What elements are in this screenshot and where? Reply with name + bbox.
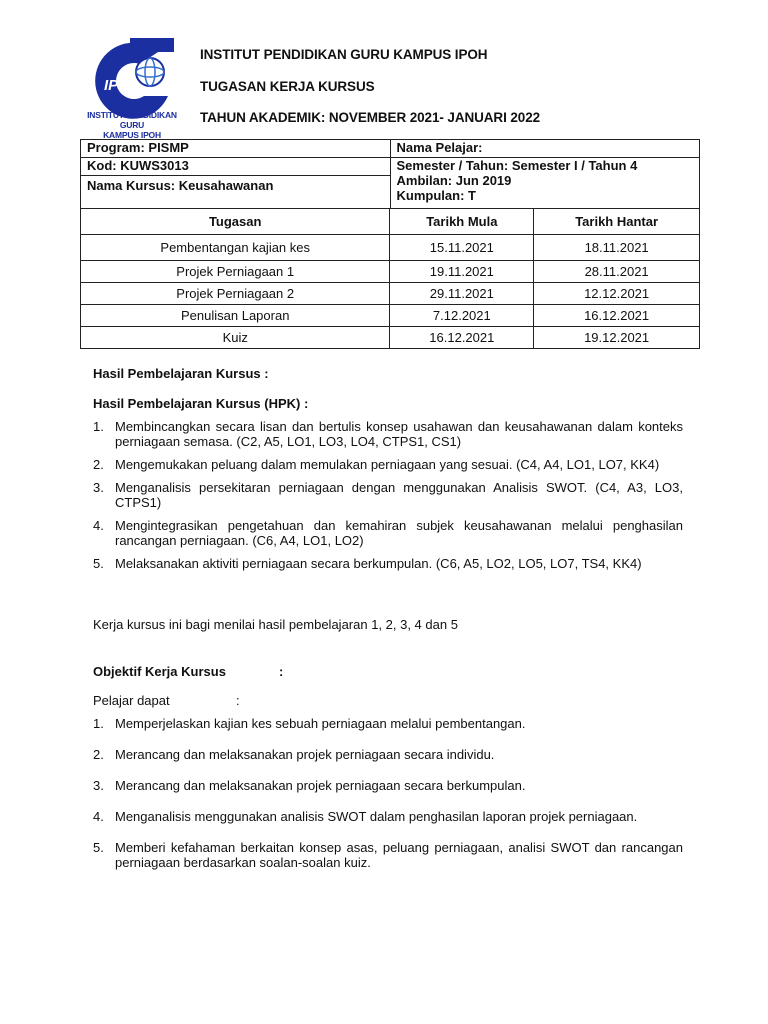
start-date: 7.12.2021 bbox=[390, 305, 534, 327]
objectives-colon: : bbox=[279, 664, 284, 679]
list-item: 1. Memperjelaskan kajian kes sebuah perniagaan melalui pembentangan. bbox=[93, 716, 526, 731]
logo-caption-line2: KAMPUS IPOH bbox=[103, 130, 161, 140]
course-name-cell: Nama Kursus: Keusahawanan bbox=[81, 176, 391, 209]
list-item: 5. Memberi kefahaman berkaitan konsep asas, peluang perniagaan, analisi SWOT dan rancangan perniagaan berdasarkan soalan-soalan kuiz. bbox=[93, 840, 683, 870]
objectives-title: Objektif Kerja Kursus bbox=[93, 664, 226, 679]
list-item: 3. Merancang dan melaksanakan projek perniagaan secara berkumpulan. bbox=[93, 778, 526, 793]
logo-caption bbox=[76, 110, 188, 140]
objectives-heading bbox=[93, 664, 284, 679]
table-row bbox=[81, 305, 700, 327]
list-item: 2. Mengemukakan peluang dalam memulakan perniagaan yang sesuai. (C4, A4, LO1, LO7, KK4) bbox=[93, 457, 660, 472]
code-cell: Kod: KUWS3013 bbox=[81, 158, 391, 176]
submit-date: 16.12.2021 bbox=[534, 305, 700, 327]
start-date: 19.11.2021 bbox=[390, 261, 534, 283]
list-item: 3. Menganalisis persekitaran perniagaan dengan menggunakan Analisis SWOT. (C4, A3, LO3, CTPS1) bbox=[93, 480, 683, 510]
table-row bbox=[81, 283, 700, 305]
objectives-intro-colon: : bbox=[236, 693, 240, 708]
assignment-title: TUGASAN KERJA KURSUS bbox=[200, 79, 375, 94]
intake-line: Ambilan: Jun 2019 bbox=[396, 173, 512, 188]
submit-date: 12.12.2021 bbox=[534, 283, 700, 305]
task-name: Kuiz bbox=[81, 327, 390, 349]
table-row bbox=[81, 261, 700, 283]
semester-line: Semester / Tahun: Semester I / Tahun 4 bbox=[396, 158, 638, 173]
table-row bbox=[81, 327, 700, 349]
list-item: 1. Membincangkan secara lisan dan bertulis konsep usahawan dan keusahawanan dalam konteks perniagaan semasa. (C2, A5, LO1, LO3, LO4, CTPS1, CS1) bbox=[93, 419, 683, 449]
task-name: Projek Perniagaan 1 bbox=[81, 261, 390, 283]
task-schedule-table bbox=[80, 208, 700, 349]
start-date: 29.11.2021 bbox=[390, 283, 534, 305]
course-info-table bbox=[80, 139, 700, 209]
semester-cell bbox=[390, 158, 699, 209]
institute-title: INSTITUT PENDIDIKAN GURU KAMPUS IPOH bbox=[200, 47, 488, 62]
logo-mark-text: IPG bbox=[104, 77, 130, 94]
hpk-list bbox=[93, 419, 683, 579]
task-name: Penulisan Laporan bbox=[81, 305, 390, 327]
header-submit-date: Tarikh Hantar bbox=[534, 209, 700, 235]
logo-caption-line1: INSTITUT PENDIDIKAN GURU bbox=[87, 110, 177, 130]
header-start-date: Tarikh Mula bbox=[390, 209, 534, 235]
start-date: 16.12.2021 bbox=[390, 327, 534, 349]
academic-session: TAHUN AKADEMIK: NOVEMBER 2021- JANUARI 2022 bbox=[200, 110, 541, 125]
hpk-heading: Hasil Pembelajaran Kursus (HPK) : bbox=[93, 396, 309, 411]
assessment-note: Kerja kursus ini bagi menilai hasil pembelajaran 1, 2, 3, 4 dan 5 bbox=[93, 617, 458, 632]
list-item: 4. Menganalisis menggunakan analisis SWOT dalam penghasilan laporan projek perniagaan. bbox=[93, 809, 638, 824]
submit-date: 28.11.2021 bbox=[534, 261, 700, 283]
objectives-intro-text: Pelajar dapat bbox=[93, 693, 170, 708]
list-item: 5. Melaksanakan aktiviti perniagaan secara berkumpulan. (C6, A5, LO2, LO5, LO7, TS4, KK4) bbox=[93, 556, 642, 571]
task-name: Pembentangan kajian kes bbox=[81, 235, 390, 261]
task-name: Projek Perniagaan 2 bbox=[81, 283, 390, 305]
program-cell: Program: PISMP bbox=[81, 140, 391, 158]
submit-date: 19.12.2021 bbox=[534, 327, 700, 349]
student-name-cell: Nama Pelajar: bbox=[390, 140, 699, 158]
table-row bbox=[81, 235, 700, 261]
header-task: Tugasan bbox=[81, 209, 390, 235]
outcomes-heading: Hasil Pembelajaran Kursus : bbox=[93, 366, 269, 381]
group-line: Kumpulan: T bbox=[396, 188, 476, 203]
submit-date: 18.11.2021 bbox=[534, 235, 700, 261]
list-item: 4. Mengintegrasikan pengetahuan dan kemahiran subjek keusahawanan melalui penghasilan rancangan perniagaan. (C6, A4, LO1, LO2) bbox=[93, 518, 683, 548]
objectives-intro bbox=[93, 693, 240, 708]
table-header-row bbox=[81, 209, 700, 235]
objectives-list bbox=[93, 716, 683, 886]
start-date: 15.11.2021 bbox=[390, 235, 534, 261]
list-item: 2. Merancang dan melaksanakan projek perniagaan secara individu. bbox=[93, 747, 495, 762]
